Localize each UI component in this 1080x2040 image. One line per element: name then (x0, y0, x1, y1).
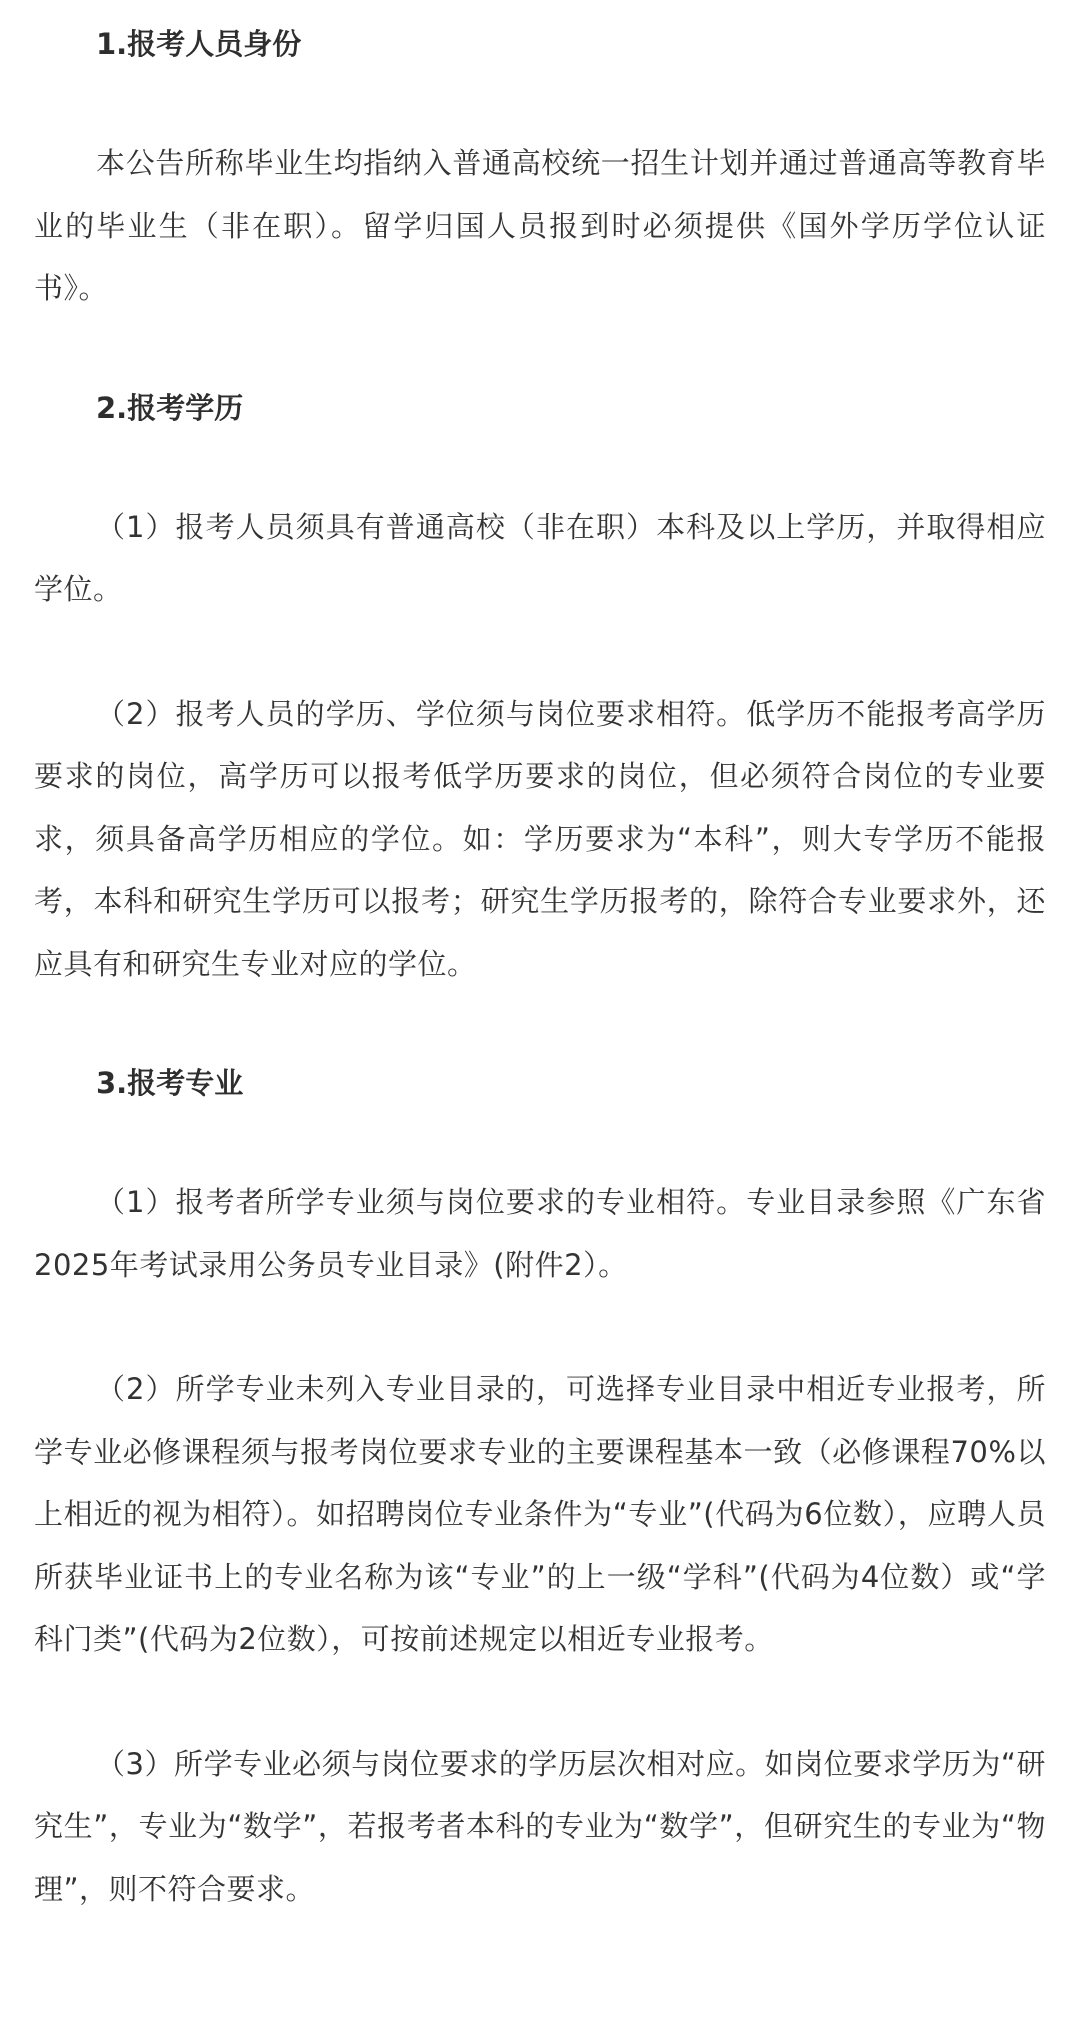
paragraph-major-1: （1）报考者所学专业须与岗位要求的专业相符。专业目录参照《广东省2025年考试录用公务员专业目录》(附件2）。 (34, 1185, 1046, 1282)
paragraph-major-2: （2）所学专业未列入专业目录的，可选择专业目录中相近专业报考，所学专业必修课程须与报考岗位要求专业的主要课程基本一致（必修课程70%以上相近的视为相符）。如招聘岗位专业条件为“专业”(代码为6位数），应聘人员所获毕业证书上的专业名称为该“专业”的上一级“学科”(代码为4位数）或“学科门类”(代码为2位数），可按前述规定以相近专业报考。 (34, 1372, 1046, 1656)
section-heading-identity: 1.报考人员身份 (96, 27, 302, 61)
paragraph-education-2: （2）报考人员的学历、学位须与岗位要求相符。低学历不能报考高学历要求的岗位，高学历可以报考低学历要求的岗位，但必须符合岗位的专业要求，须具备高学历相应的学位。如：学历要求为“本科”，则大专学历不能报考，本科和研究生学历可以报考；研究生学历报考的，除符合专业要求外，还应具有和研究生专业对应的学位。 (34, 696, 1046, 981)
section-heading-education: 2.报考学历 (96, 390, 244, 425)
section-heading-major: 3.报考专业 (96, 1066, 244, 1100)
paragraph-identity: 本公告所称毕业生均指纳入普通高校统一招生计划并通过普通高等教育毕业的毕业生（非在职）。留学归国人员报到时必须提供《国外学历学位认证书》。 (34, 146, 1046, 305)
paragraph-education-1: （1）报考人员须具有普通高校（非在职）本科及以上学历，并取得相应学位。 (34, 509, 1046, 606)
paragraph-major-3: （3）所学专业必须与岗位要求的学历层次相对应。如岗位要求学历为“研究生”，专业为“数学”，若报考者本科的专业为“数学”，但研究生的专业为“物理”，则不符合要求。 (34, 1746, 1046, 1906)
